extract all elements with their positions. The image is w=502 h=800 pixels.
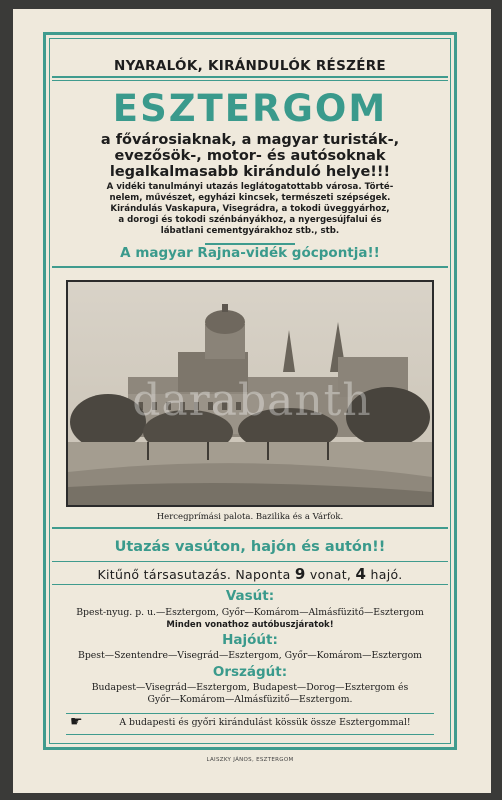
- tagline: NYARALÓK, KIRÁNDULÓK RÉSZÉRE: [114, 58, 386, 74]
- travel-heading-rule: [52, 561, 448, 562]
- boat-count: 4: [355, 565, 367, 583]
- travel-top-rule: [52, 527, 448, 529]
- boat-heading: Hajóút:: [222, 632, 278, 648]
- road-heading: Országút:: [212, 664, 288, 680]
- motto: A magyar Rajna-vidék gócpontja!!: [120, 245, 380, 261]
- frequency-pre: Kitűnő társasutazás. Naponta: [97, 567, 291, 582]
- subtitle-line-2: evezősök-, motor- és autósoknak: [114, 148, 386, 164]
- description-line-4: a dorogi és tokodi szénbányákhoz, a nyergesújfalui és: [118, 215, 382, 225]
- frequency-line: [52, 565, 448, 583]
- photo-top-rule: [52, 266, 448, 268]
- photo-caption: Hercegprímási palota. Bazilika és a Várfok.: [156, 512, 344, 522]
- pointing-hand-icon: ☛: [70, 714, 83, 730]
- description-line-1: A vidéki tanulmányi utazás leglátogatottabb városa. Törté-: [106, 182, 394, 192]
- rail-note: Minden vonathoz autóbuszjáratok!: [166, 620, 334, 630]
- rail-line: Bpest-nyug. p. u.—Esztergom, Győr—Komárom—Almásfüzitő—Esztergom: [76, 607, 424, 618]
- road-line-2: Győr—Komárom—Almásfüzitő—Esztergom.: [147, 694, 353, 705]
- boat-line: Bpest—Szentendre—Visegrád—Esztergom, Győr—Komárom—Esztergom: [78, 650, 422, 661]
- tagline-rule: [52, 76, 448, 78]
- footer-rule-bottom: [66, 734, 434, 735]
- description-line-2: nelem, művészet, egyházi kincsek, természeti szépségek.: [109, 193, 391, 203]
- subtitle-line-3: legalkalmasabb kiránduló helye!!!: [109, 164, 391, 180]
- description-line-5: lábatlani cementgyárakhoz stb., stb.: [160, 226, 340, 236]
- watermark: darabanth: [132, 375, 372, 426]
- train-count: 9: [294, 565, 306, 583]
- tagline-rule-2: [52, 80, 448, 81]
- frequency-mid: vonat,: [309, 567, 352, 582]
- frequency-post: hajó.: [370, 567, 403, 582]
- printer-credit: LAISZKY JÁNOS, ESZTERGOM: [206, 757, 294, 763]
- road-line-1: Budapest—Visegrád—Esztergom, Budapest—Dorog—Esztergom és: [91, 682, 409, 693]
- frequency-rule: [52, 584, 448, 585]
- description-line-3: Kirándulás Vaskapura, Visegrádra, a tokodi üveggyárhoz,: [110, 204, 390, 214]
- footer-rule-top: [66, 713, 434, 714]
- page-title: ESZTERGOM: [112, 87, 388, 130]
- travel-heading: Utazás vasúton, hajón és autón!!: [114, 539, 386, 555]
- rail-heading: Vasút:: [225, 588, 275, 604]
- footer-note-row: [66, 716, 434, 732]
- subtitle-line-1: a fővárosiaknak, a magyar turisták-,: [100, 132, 400, 148]
- footer-link-note: A budapesti és győri kirándulást kössük össze Esztergommal!: [119, 717, 411, 728]
